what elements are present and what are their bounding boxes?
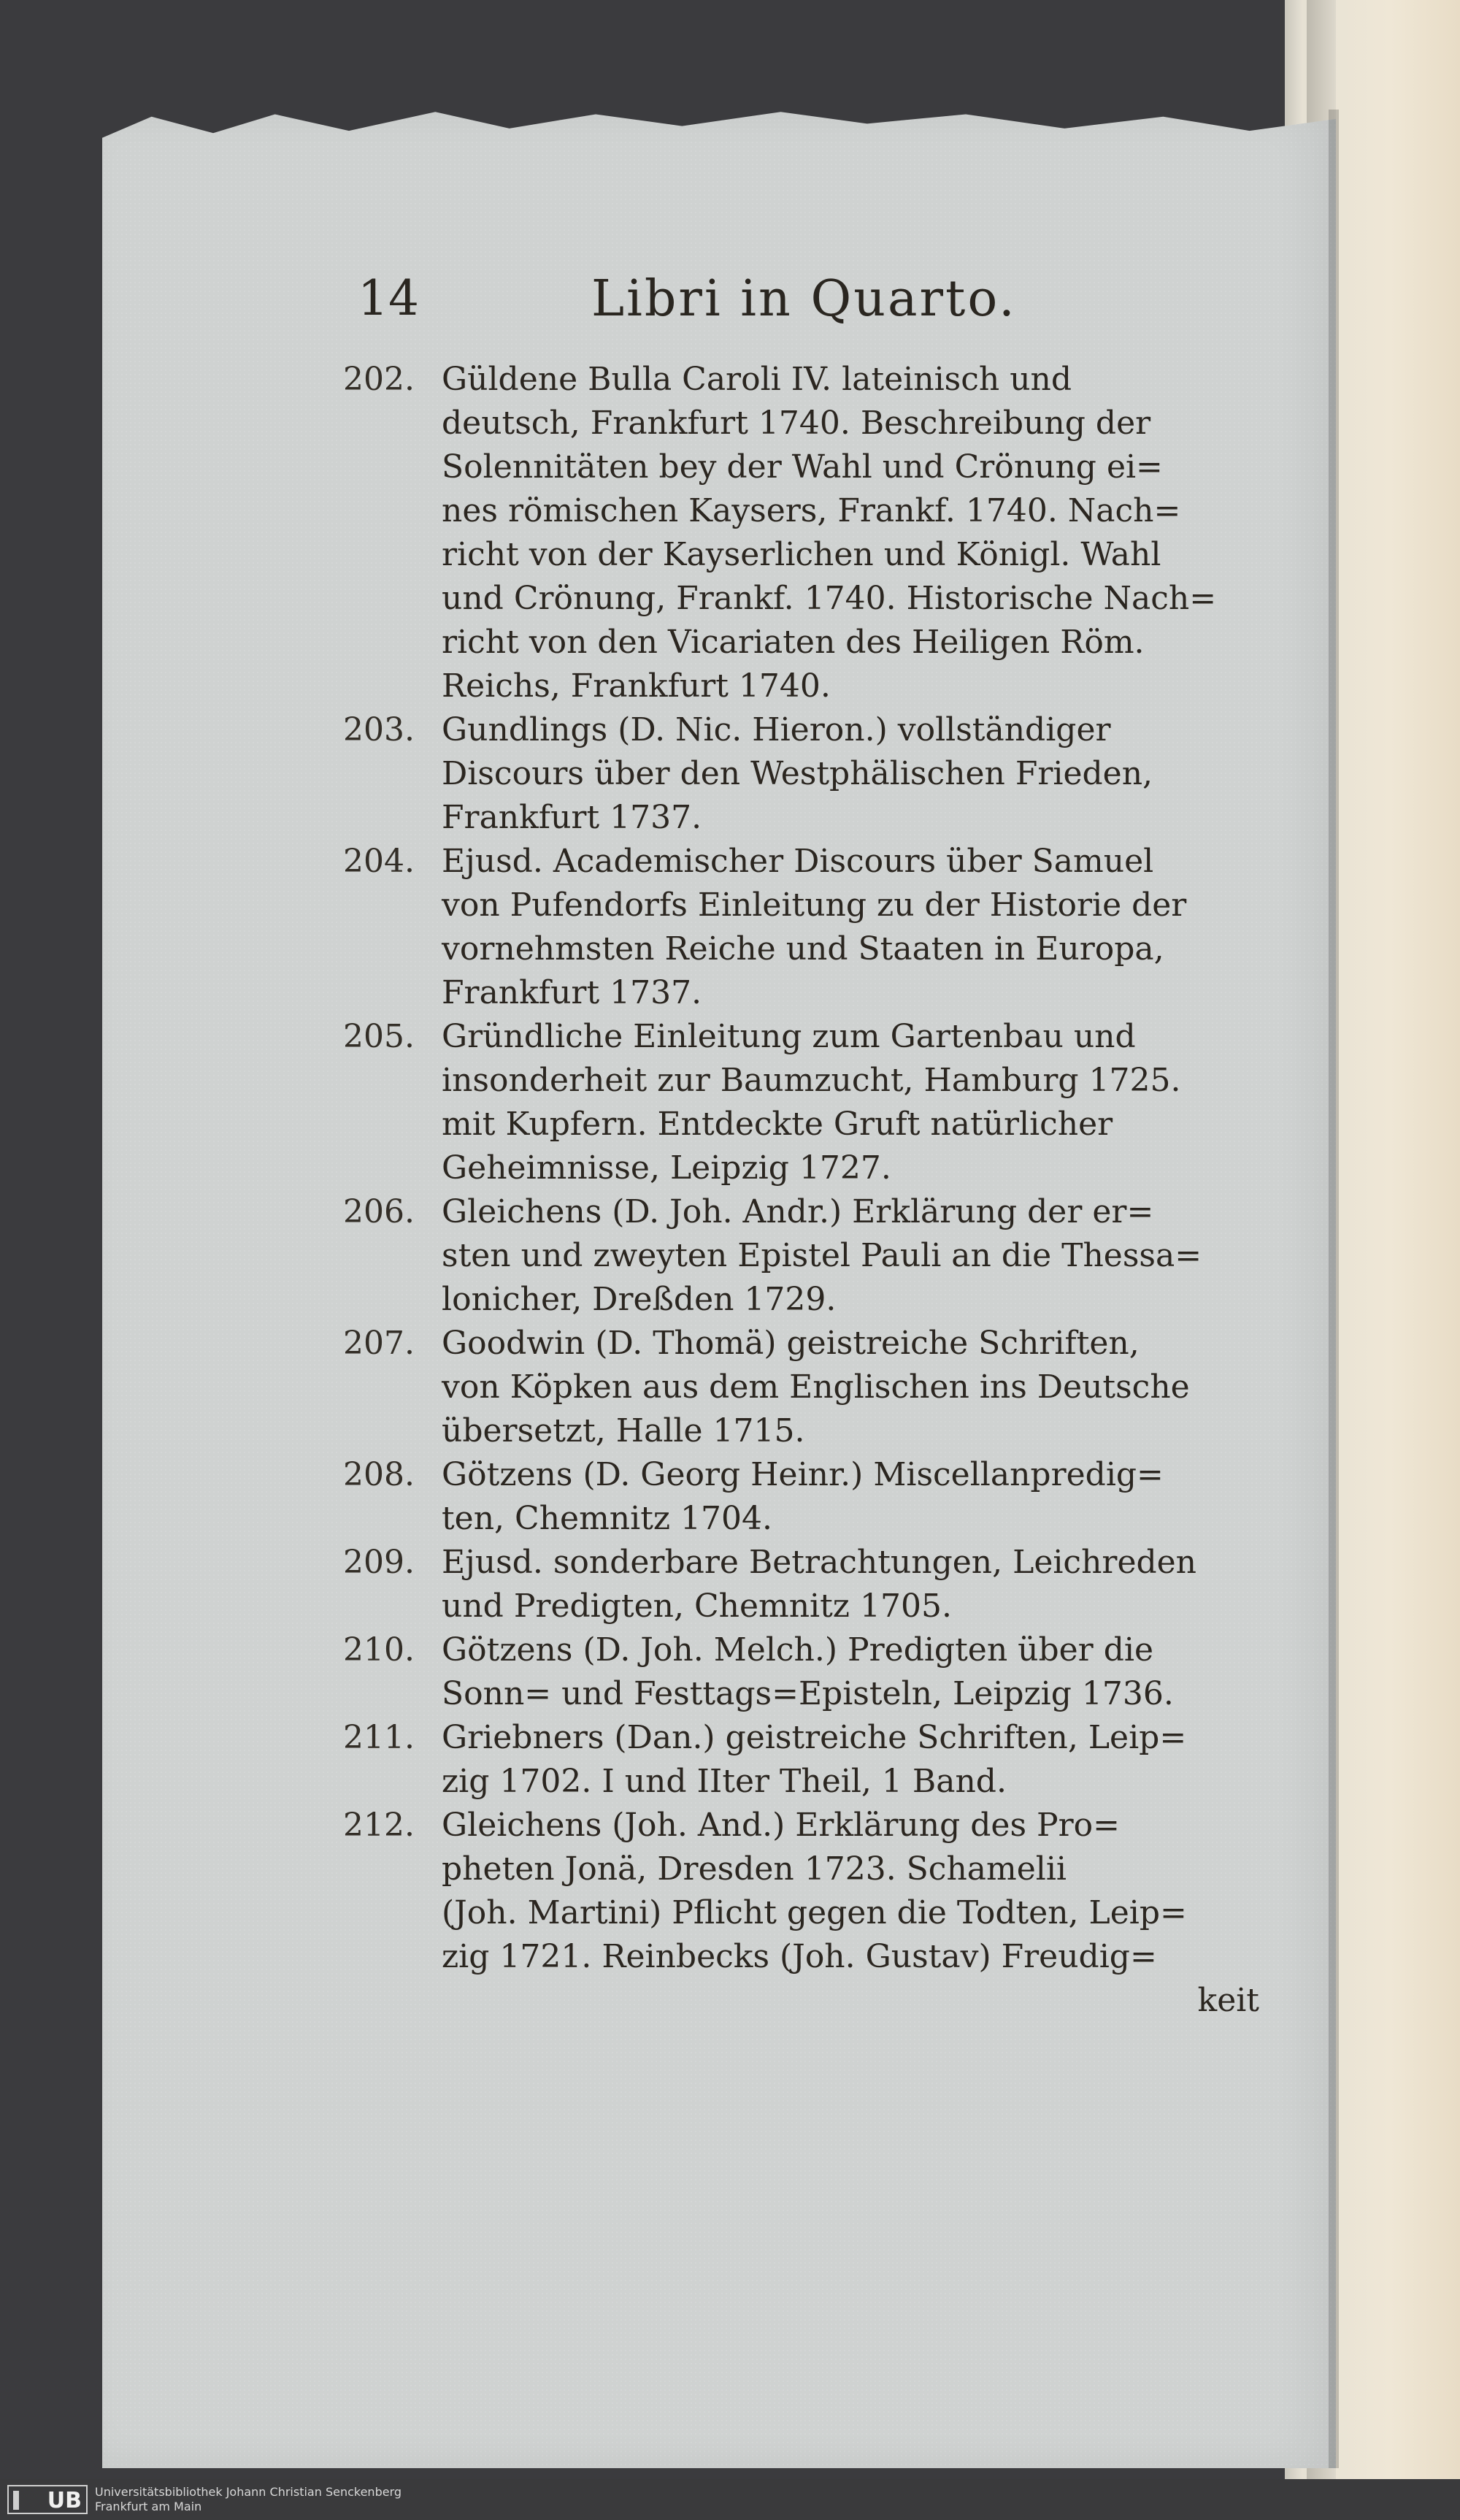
library-name: Universitätsbibliothek Johann Christian Senckenberg (95, 2485, 402, 2499)
catalog-entries (343, 358, 1259, 2023)
entry-number: 211. (343, 1719, 415, 1756)
catalog-entry (343, 358, 1259, 708)
catalog-entry (343, 1190, 1259, 1322)
entry-number: 208. (343, 1456, 415, 1493)
catalog-entry (343, 1541, 1259, 1628)
entry-text: Gleichens (D. Joh. Andr.) Erklärung der er= sten und zweyten Epistel Pauli an die Thessa= lonicher, Dreßden 1729. (442, 1193, 1202, 1318)
logo-text: UB (47, 2488, 82, 2513)
entry-number: 210. (343, 1631, 415, 1669)
ub-logo (7, 2485, 88, 2514)
catalog-entry (343, 1804, 1259, 1979)
entry-text: Gründliche Einleitung zum Gartenbau und insonderheit zur Baumzucht, Hamburg 1725. mit Kupfern. Entdeckte Gruft natürlicher Geheimnisse, Leipzig 1727. (442, 1018, 1181, 1187)
entry-number: 205. (343, 1018, 415, 1055)
logo-bar-icon (13, 2491, 19, 2510)
page-edge-shadow (1329, 110, 1339, 2468)
entry-text: Gundlings (D. Nic. Hieron.) vollständiger Discours über den Westphälischen Frieden, Frankfurt 1737. (442, 711, 1153, 836)
entry-text: Ejusd. Academischer Discours über Samuel von Pufendorfs Einleitung zu der Historie der vornehmsten Reiche und Staaten in Europa, Frankfurt 1737. (442, 843, 1187, 1011)
entry-number: 204. (343, 843, 415, 880)
running-head: Libri in Quarto. (591, 270, 1017, 328)
entry-text: Griebners (Dan.) geistreiche Schriften, Leip= zig 1702. I und IIter Theil, 1 Band. (442, 1719, 1187, 1800)
entry-number: 207. (343, 1325, 415, 1362)
page-header (358, 270, 1285, 351)
catchword: keit (1197, 1982, 1259, 2019)
library-city: Frankfurt am Main (95, 2500, 202, 2513)
entry-number: 206. (343, 1193, 415, 1230)
entry-text: Gleichens (Joh. And.) Erklärung des Pro= pheten Jonä, Dresden 1723. Schamelii (Joh. Martini) Pflicht gegen die Todten, Leip= zig 1721. Reinbecks (Joh. Gustav) Freudig= (442, 1807, 1187, 1975)
catalog-entry (343, 708, 1259, 840)
catalog-entry (343, 1628, 1259, 1716)
entry-text: Götzens (D. Georg Heinr.) Miscellanpredig= ten, Chemnitz 1704. (442, 1456, 1164, 1537)
catalog-entry (343, 1716, 1259, 1804)
page-number: 14 (358, 270, 419, 326)
entry-text: Götzens (D. Joh. Melch.) Predigten über die Sonn= und Festtags=Episteln, Leipzig 1736. (442, 1631, 1174, 1712)
catalog-entry (343, 1015, 1259, 1190)
catalog-entry (343, 840, 1259, 1015)
library-footer (0, 2479, 1460, 2520)
entry-number: 202. (343, 361, 415, 398)
entry-text: Güldene Bulla Caroli IV. lateinisch und deutsch, Frankfurt 1740. Beschreibung der Solennitäten bey der Wahl und Crönung ei= nes römischen Kaysers, Frankf. 1740. Nach= richt von der Kayserlichen und Königl. Wahl und Crönung, Frankf. 1740. Historische Nach= richt von den Vicariaten des Heiligen Röm. Reichs, Frankfurt 1740. (442, 361, 1217, 705)
entry-text: Goodwin (D. Thomä) geistreiche Schriften, von Köpken aus dem Englischen ins Deutsche übersetzt, Halle 1715. (442, 1325, 1190, 1449)
entry-text: Ejusd. sonderbare Betrachtungen, Leichreden und Predigten, Chemnitz 1705. (442, 1544, 1197, 1625)
entry-number: 209. (343, 1544, 415, 1581)
catalog-entry (343, 1322, 1259, 1453)
entry-number: 203. (343, 711, 415, 748)
entry-number: 212. (343, 1807, 415, 1844)
catalog-entry (343, 1453, 1259, 1541)
